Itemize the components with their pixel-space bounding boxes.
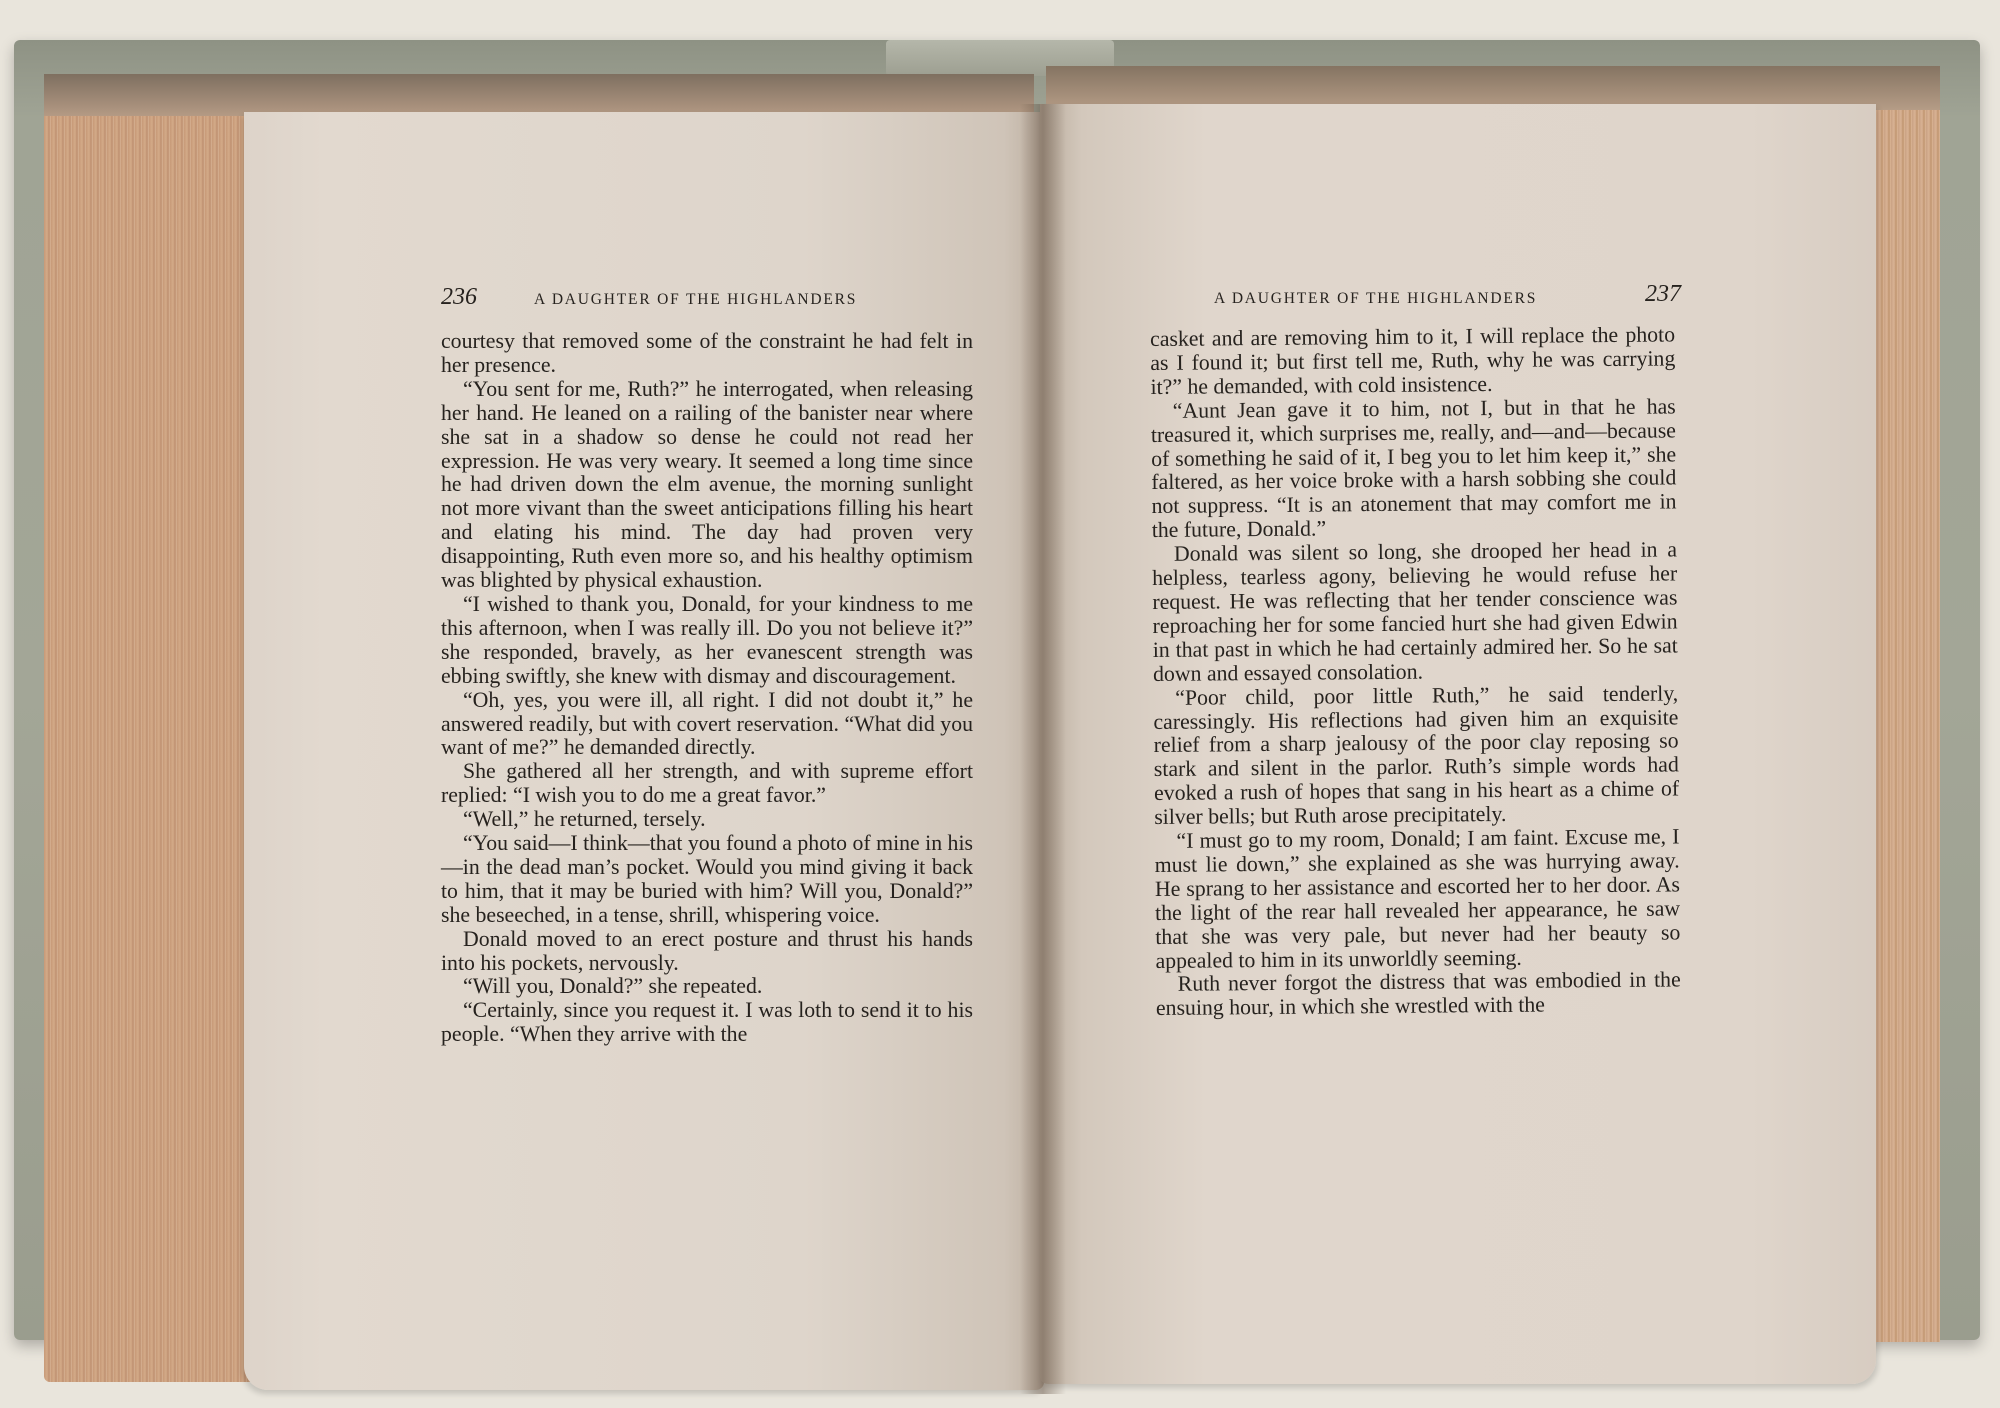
paragraph: “Poor child, poor little Ruth,” he said tenderly, caressingly. His reflections had given him an exquisite relief from a sharp jealousy of the poor clay reposing so stark and silent in the parlor. Ruth’s simple words had evoked a rush of hopes that sang in his heart as a chime of silver bells; but Ruth arose precipitately. — [1153, 680, 1680, 830]
paragraph: Donald was silent so long, she drooped her head in a helpless, tearless agony, believing he would refuse her request. He was reflecting that her tender conscience was reproaching her for some fancied hurt she had given Edwin in that past in which he had certainly admired her. So he sat down and essayed consolation. — [1152, 537, 1678, 686]
left-page-body — [441, 330, 973, 1047]
paragraph: “Well,” he returned, tersely. — [463, 807, 706, 832]
paragraph: “I wished to thank you, Donald, for your kindness to me this afternoon, when I was really ill. Do you not believe it?” she responded, bravely, as her evanescent strength was ebbing swiftly, she knew with dismay and discouragement. — [441, 591, 973, 688]
paragraph: “You sent for me, Ruth?” he interrogated, when releasing her hand. He leaned on a railing of the banister near where she sat in a shadow so dense he could not read her expression. He was very weary. It seemed a long time since he had driven down the elm avenue, the morning sunlight not more vivant than the sweet anticipations filling his heart and elating his mind. The day had proven very disappointing, Ruth even more so, and his healthy optimism was blighted by physical exhaustion. — [441, 376, 973, 593]
paragraph: Ruth never forgot the distress that was embodied in the ensuing hour, in which she wrestled with the — [1155, 967, 1681, 1021]
right-page-number: 237 — [1645, 281, 1681, 307]
paragraph: She gathered all her strength, and with supreme effort replied: “I wish you to do me a great favor.” — [441, 759, 973, 808]
left-page — [244, 112, 1044, 1390]
left-page-stack-top — [44, 74, 1034, 116]
paragraph: “I must go to my room, Donald; I am faint. Excuse me, I must lie down,” she explained as she was hurrying away. He sprang to her assistance and escorted her to her door. As the light of the rear hall revealed her appearance, he saw that she was very pale, but never had her beauty so appealed to him in its unworldly seeming. — [1154, 824, 1681, 973]
paragraph: Donald moved to an erect posture and thrust his hands into his pockets, nervously. — [441, 926, 973, 975]
paragraph: casket and are removing him to it, I will replace the photo as I found it; but first tell me, Ruth, why he was carrying it?” he demanded, with cold insistence. — [1149, 322, 1676, 399]
paragraph: “Will you, Donald?” she repeated. — [463, 974, 763, 999]
right-page — [1040, 104, 1876, 1384]
paragraph: courtesy that removed some of the constraint he had felt in her presence. — [441, 329, 973, 377]
right-page-edges — [1870, 66, 1940, 1342]
book-gutter — [1020, 104, 1066, 1394]
paragraph: “You said—I think—that you found a photo of mine in his—in the dead man’s pocket. Would you mind giving it back to him, that it may be buried with him? Will you, Donald?” she beseeched, in a tense, shrill, whispering voice. — [441, 831, 973, 927]
right-page-body — [1150, 323, 1681, 1021]
left-running-head: A DAUGHTER OF THE HIGHLANDERS — [534, 291, 858, 308]
left-page-number: 236 — [441, 284, 477, 310]
paragraph: “Certainly, since you request it. I was loth to send it to his people. “When they arrive with the — [441, 998, 973, 1047]
right-running-head: A DAUGHTER OF THE HIGHLANDERS — [1214, 290, 1538, 307]
paragraph: “Oh, yes, you were ill, all right. I did not doubt it,” he answered readily, but with covert reservation. “What did you want of me?” he demanded directly. — [441, 687, 973, 760]
paragraph: “Aunt Jean gave it to him, not I, but in that he has treasured it, which surprises me, really, and—and—because of something he said of it, I beg you to let him keep it,” she faltered, as her voice broke with a harsh sobbing she could not suppress. “It is an atonement that may comfort me in the future, Donald.” — [1150, 394, 1677, 543]
left-page-edges — [44, 74, 254, 1382]
